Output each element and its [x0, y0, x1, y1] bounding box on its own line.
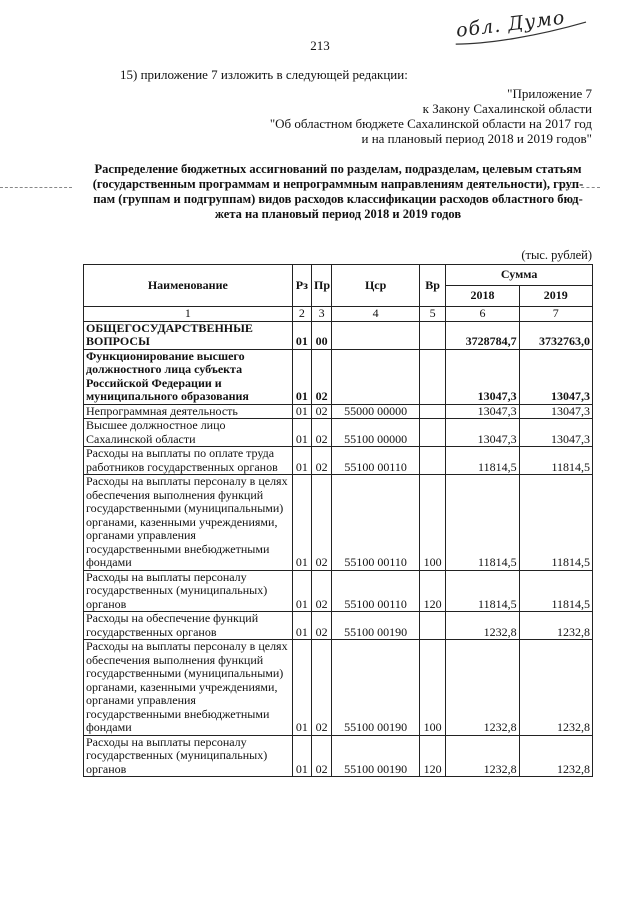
- cell-vr: [419, 321, 445, 349]
- cell-2019: 13047,3: [519, 404, 592, 419]
- cell-vr: 120: [419, 570, 445, 612]
- cell-cer: 55100 00110: [332, 447, 420, 475]
- cell-vr: [419, 447, 445, 475]
- cell-rz: 01: [292, 612, 311, 640]
- cell-cer: [332, 321, 420, 349]
- cell-pr: 00: [312, 321, 332, 349]
- column-number: 3: [312, 307, 332, 322]
- heading-line: (государственным программам и непрограммным направлениям деятельности), груп-: [92, 177, 584, 191]
- heading-line: жета на плановый период 2018 и 2019 годов: [214, 207, 462, 221]
- cell-pr: 02: [312, 404, 332, 419]
- cell-rz: 01: [292, 447, 311, 475]
- appendix-line: к Закону Сахалинской области: [422, 101, 592, 116]
- cell-2019: 13047,3: [519, 419, 592, 447]
- header-vr: Вр: [419, 265, 445, 307]
- budget-table: [83, 264, 593, 777]
- appendix-line: "Об областном бюджете Сахалинской области на 2017 год: [269, 116, 592, 131]
- table-row: [84, 349, 593, 404]
- cell-name: Расходы на обеспечение функций государственных органов: [84, 612, 293, 640]
- cell-2018: 13047,3: [446, 419, 519, 447]
- cell-rz: 01: [292, 475, 311, 571]
- cell-vr: 100: [419, 640, 445, 736]
- header-cer: Цср: [332, 265, 420, 307]
- cell-name: Расходы на выплаты персоналу в целях обеспечения выполнения функций государственными (муниципальными) органами, казенными учреждениями, органами управления государственными внебюджетными фондами: [84, 475, 293, 571]
- table-row: [84, 475, 593, 571]
- cell-2018: 11814,5: [446, 475, 519, 571]
- cell-rz: 01: [292, 735, 311, 777]
- cell-pr: 02: [312, 570, 332, 612]
- cell-2019: 1232,8: [519, 640, 592, 736]
- cell-pr: 02: [312, 349, 332, 404]
- cell-name: Расходы на выплаты персоналу в целях обеспечения выполнения функций государственными (муниципальными) органами, казенными учреждениями, органами управления государственными внебюджетными фондами: [84, 640, 293, 736]
- appendix-header: [172, 86, 592, 146]
- cell-vr: 100: [419, 475, 445, 571]
- header-2019: 2019: [519, 286, 592, 307]
- cell-2019: 11814,5: [519, 475, 592, 571]
- header-2018: 2018: [446, 286, 519, 307]
- cell-pr: 02: [312, 640, 332, 736]
- cell-2019: 13047,3: [519, 349, 592, 404]
- cell-rz: 01: [292, 419, 311, 447]
- table-row: [84, 640, 593, 736]
- table-row: [84, 735, 593, 777]
- column-number: 6: [446, 307, 519, 322]
- column-number: 5: [419, 307, 445, 322]
- budget-table-body: [84, 321, 593, 777]
- cell-cer: 55100 00190: [332, 612, 420, 640]
- cell-vr: [419, 419, 445, 447]
- cell-vr: [419, 404, 445, 419]
- column-number: 4: [332, 307, 420, 322]
- cell-rz: 01: [292, 640, 311, 736]
- cell-2018: 11814,5: [446, 447, 519, 475]
- table-row: [84, 404, 593, 419]
- cell-rz: 01: [292, 321, 311, 349]
- cell-cer: 55100 00110: [332, 475, 420, 571]
- cell-2019: 1232,8: [519, 735, 592, 777]
- cell-cer: 55100 00190: [332, 640, 420, 736]
- cell-vr: [419, 612, 445, 640]
- table-row: [84, 612, 593, 640]
- cell-pr: 02: [312, 419, 332, 447]
- table-row: [84, 447, 593, 475]
- cell-2018: 13047,3: [446, 404, 519, 419]
- cell-cer: [332, 349, 420, 404]
- cell-rz: 01: [292, 404, 311, 419]
- cell-pr: 02: [312, 475, 332, 571]
- table-row: [84, 570, 593, 612]
- heading-line: Распределение бюджетных ассигнований по разделам, подразделам, целевым статьям: [94, 162, 582, 176]
- cell-cer: 55100 00110: [332, 570, 420, 612]
- column-number: 1: [84, 307, 293, 322]
- cell-cer: 55000 00000: [332, 404, 420, 419]
- handwritten-note-text: обл. Думо: [454, 6, 567, 42]
- cell-2018: 1232,8: [446, 735, 519, 777]
- cell-rz: 01: [292, 570, 311, 612]
- table-row: [84, 321, 593, 349]
- cell-2018: 13047,3: [446, 349, 519, 404]
- appendix-line: и на плановый период 2018 и 2019 годов": [361, 131, 592, 146]
- scan-artifact-line: [0, 187, 72, 188]
- cell-pr: 02: [312, 735, 332, 777]
- column-number: 2: [292, 307, 311, 322]
- cell-2019: 1232,8: [519, 612, 592, 640]
- cell-pr: 02: [312, 612, 332, 640]
- cell-vr: [419, 349, 445, 404]
- header-pr: Пр: [312, 265, 332, 307]
- cell-2019: 11814,5: [519, 447, 592, 475]
- cell-rz: 01: [292, 349, 311, 404]
- cell-name: ОБЩЕГОСУДАРСТВЕННЫЕ ВОПРОСЫ: [84, 321, 293, 349]
- cell-2018: 11814,5: [446, 570, 519, 612]
- cell-name: Высшее должностное лицо Сахалинской области: [84, 419, 293, 447]
- cell-name: Непрограммная деятельность: [84, 404, 293, 419]
- cell-2019: 11814,5: [519, 570, 592, 612]
- units-label: (тыс. рублей): [521, 248, 592, 262]
- cell-2018: 1232,8: [446, 612, 519, 640]
- header-rz: Рз: [292, 265, 311, 307]
- cell-name: Функционирование высшего должностного лица субъекта Российской Федерации и муниципального образования: [84, 349, 293, 404]
- cell-vr: 120: [419, 735, 445, 777]
- appendix-line: "Приложение 7: [507, 86, 592, 101]
- page-number: 213: [310, 38, 330, 53]
- cell-pr: 02: [312, 447, 332, 475]
- column-number: 7: [519, 307, 592, 322]
- cell-2018: 3728784,7: [446, 321, 519, 349]
- cell-2019: 3732763,0: [519, 321, 592, 349]
- table-row: [84, 419, 593, 447]
- cell-name: Расходы на выплаты персоналу государственных (муниципальных) органов: [84, 570, 293, 612]
- cell-2018: 1232,8: [446, 640, 519, 736]
- cell-name: Расходы на выплаты персоналу государственных (муниципальных) органов: [84, 735, 293, 777]
- cell-cer: 55100 00000: [332, 419, 420, 447]
- header-sum: Сумма: [446, 265, 593, 286]
- amendment-instruction: 15) приложение 7 изложить в следующей редакции:: [120, 67, 408, 82]
- cell-cer: 55100 00190: [332, 735, 420, 777]
- document-heading: [82, 162, 594, 222]
- header-name: Наименование: [84, 265, 293, 307]
- heading-line: пам (группам и подгруппам) видов расходов классификации расходов областного бюд-: [93, 192, 583, 206]
- cell-name: Расходы на выплаты по оплате труда работников государственных органов: [84, 447, 293, 475]
